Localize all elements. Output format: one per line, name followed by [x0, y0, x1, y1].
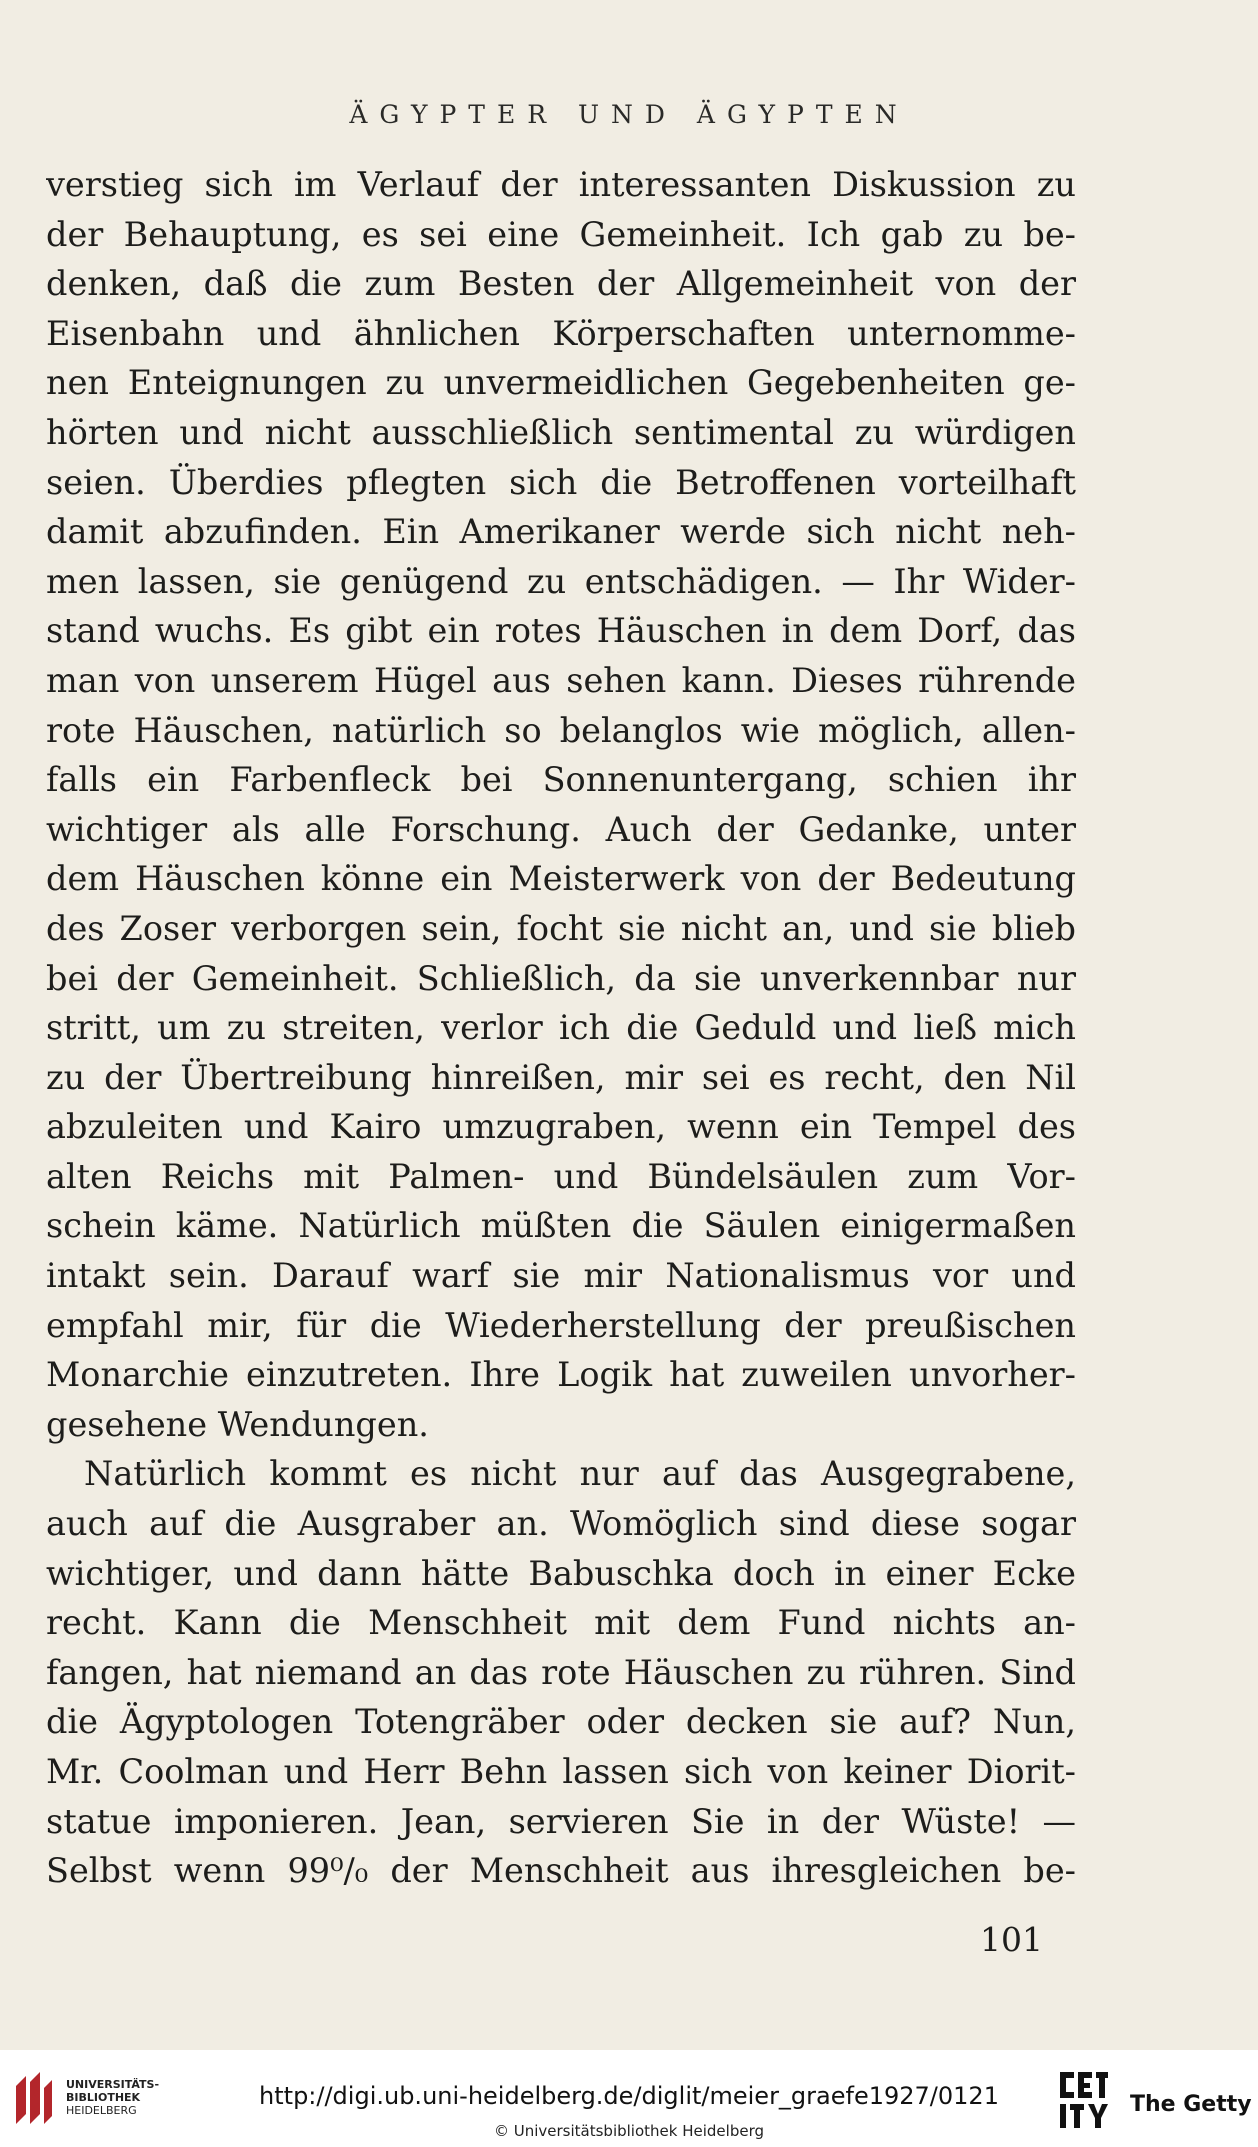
digitization-footer — [0, 2050, 1258, 2147]
body-text — [46, 160, 1076, 1896]
text-line: men lassen, sie genügend zu entschädigen. — Ihr Wider- — [46, 561, 1076, 601]
text-line: Selbst wenn 99⁰/₀ der Menschheit aus ihresgleichen be- — [46, 1851, 1076, 1891]
source-url-link[interactable]: http://digi.ub.uni-heidelberg.de/diglit/meier_graefe1927/0121 — [259, 2082, 999, 2110]
text-line: abzuleiten und Kairo umzugraben, wenn ein Tempel des — [46, 1107, 1076, 1147]
text-line: stritt, um zu streiten, verlor ich die Geduld und ließ mich — [46, 1008, 1076, 1048]
text-line: gesehene Wendungen. — [46, 1404, 429, 1444]
text-line: verstieg sich im Verlauf der interessanten Diskussion zu — [46, 165, 1076, 204]
text-line: rote Häuschen, natürlich so belanglos wie möglich, allen- — [46, 710, 1076, 750]
text-line: denken, daß die zum Besten der Allgemeinheit von der — [46, 264, 1076, 304]
text-line: falls ein Farbenfleck bei Sonnenuntergang, schien ihr — [46, 760, 1076, 800]
text-line: Natürlich kommt es nicht nur auf das Ausgegrabene, — [84, 1454, 1076, 1494]
copyright-notice: © Universitätsbibliothek Heidelberg — [493, 2122, 764, 2140]
library-name-line: BIBLIOTHEK — [66, 2091, 141, 2104]
text-line: Mr. Coolman und Herr Behn lassen sich von keiner Diorit- — [46, 1752, 1076, 1791]
text-line: des Zoser verborgen sein, focht sie nicht an, und sie blieb — [46, 908, 1076, 948]
text-line: fangen, hat niemand an das rote Häuschen zu rühren. Sind — [46, 1652, 1076, 1692]
text-line: zu der Übertreibung hinreißen, mir sei es recht, den Nil — [46, 1057, 1076, 1097]
text-line: nen Enteignungen zu unvermeidlichen Gegebenheiten ge- — [46, 363, 1076, 403]
text-line: auch auf die Ausgraber an. Womöglich sind diese sogar — [46, 1504, 1076, 1544]
text-line: intakt sein. Darauf warf sie mir Nationalismus vor und — [46, 1256, 1076, 1296]
text-line: der Behauptung, es sei eine Gemeinheit. Ich gab zu be- — [46, 214, 1076, 254]
text-line: seien. Überdies pflegten sich die Betroffenen vorteilhaft — [46, 462, 1076, 502]
text-line: die Ägyptologen Totengräber oder decken sie auf? Nun, — [46, 1702, 1076, 1742]
text-line: bei der Gemeinheit. Schließlich, da sie unverkennbar nur — [46, 958, 1076, 998]
text-line: Monarchie einzutreten. Ihre Logik hat zuweilen unvorher- — [46, 1355, 1076, 1395]
getty-label: The Getty — [1130, 2092, 1252, 2117]
text-line: wichtiger als alle Forschung. Auch der Gedanke, unter — [46, 809, 1076, 849]
text-line: empfahl mir, für die Wiederherstellung der preußischen — [46, 1305, 1076, 1345]
text-line: damit abzufinden. Ein Amerikaner werde sich nicht neh- — [46, 512, 1076, 552]
text-line: wichtiger, und dann hätte Babuschka doch in einer Ecke — [46, 1553, 1076, 1593]
text-line: alten Reichs mit Palmen- und Bündelsäulen zum Vor- — [46, 1156, 1076, 1196]
library-name-line: UNIVERSITÄTS- — [66, 2078, 160, 2091]
text-line: recht. Kann die Menschheit mit dem Fund nichts an- — [46, 1603, 1076, 1643]
text-line: dem Häuschen könne ein Meisterwerk von der Bedeutung — [46, 859, 1076, 899]
text-line: hörten und nicht ausschließlich sentimental zu würdigen — [46, 412, 1076, 452]
text-line: statue imponieren. Jean, servieren Sie in der Wüste! — — [46, 1801, 1076, 1841]
text-line: stand wuchs. Es gibt ein rotes Häuschen in dem Dorf, das — [46, 611, 1076, 651]
running-title: ÄGYPTER UND ÄGYPTEN — [349, 100, 909, 129]
getty-logo-icon — [1058, 2068, 1110, 2132]
page-number: 101 — [980, 1920, 1043, 1959]
text-line: Eisenbahn und ähnlichen Körperschaften unternomme- — [46, 313, 1076, 353]
text-line: schein käme. Natürlich müßten die Säulen einigermaßen — [46, 1206, 1076, 1246]
library-name-line: HEIDELBERG — [66, 2104, 137, 2117]
text-line: man von unserem Hügel aus sehen kann. Dieses rührende — [46, 660, 1076, 700]
